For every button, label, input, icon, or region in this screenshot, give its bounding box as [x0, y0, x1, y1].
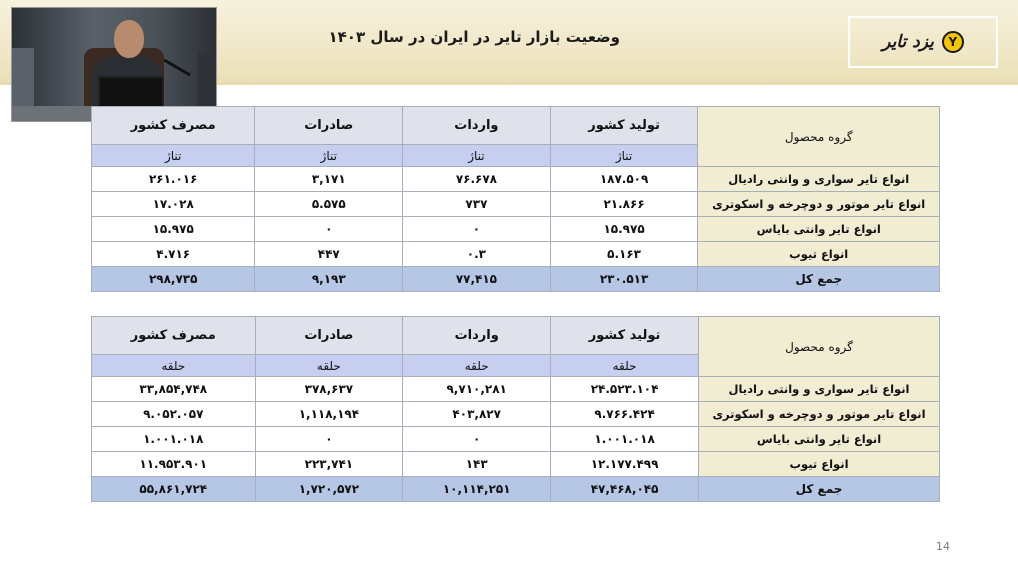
table-cell: ۹.۷۶۶.۴۲۴ — [551, 402, 699, 427]
table-cell: ۲۲۳,۷۴۱ — [255, 452, 403, 477]
tonnage-table — [91, 106, 940, 292]
unit-cell: تناژ — [92, 145, 255, 167]
total-cell: ۲۹۸,۷۳۵ — [92, 267, 255, 292]
table-cell: ۰ — [403, 217, 551, 242]
total-cell: ۲۳۰.۵۱۳ — [550, 267, 698, 292]
table-cell: ۴۴۷ — [255, 242, 403, 267]
col-header-consumption: مصرف کشور — [92, 317, 256, 355]
table-row — [92, 377, 940, 402]
table-cell: ۷۶.۶۷۸ — [403, 167, 551, 192]
table-row — [92, 167, 940, 192]
table-row — [92, 217, 940, 242]
row-label: انواع تایر وانتی بایاس — [699, 427, 940, 452]
unit-cell: تناژ — [255, 145, 403, 167]
total-row — [92, 267, 940, 292]
total-row — [92, 477, 940, 502]
table-cell: ۳۷۸,۶۳۷ — [255, 377, 403, 402]
total-label: جمع کل — [699, 477, 940, 502]
table-cell: ۱۲.۱۷۷.۴۹۹ — [551, 452, 699, 477]
unit-cell: حلقه — [403, 355, 551, 377]
col-header-exports: صادرات — [255, 317, 403, 355]
table-cell: ۳۳,۸۵۴,۷۴۸ — [92, 377, 256, 402]
table-cell: ۰ — [255, 217, 403, 242]
row-label: انواع تایر موتور و دوچرخه و اسکوتری — [699, 402, 940, 427]
table-cell: ۹,۷۱۰,۲۸۱ — [403, 377, 551, 402]
unit-cell: تناژ — [403, 145, 551, 167]
col-header-imports: واردات — [403, 107, 551, 145]
product-group-header: گروه محصول — [698, 107, 940, 167]
logo-mark-icon: Y — [942, 31, 964, 53]
table-cell: ۳,۱۷۱ — [255, 167, 403, 192]
table-row — [92, 192, 940, 217]
row-label: انواع تیوب — [698, 242, 940, 267]
col-header-imports: واردات — [403, 317, 551, 355]
total-cell: ۵۵,۸۶۱,۷۲۴ — [92, 477, 256, 502]
table-cell: ۴۰۳,۸۲۷ — [403, 402, 551, 427]
row-label: انواع تیوب — [699, 452, 940, 477]
row-label: انواع تایر موتور و دوچرخه و اسکوتری — [698, 192, 940, 217]
table-cell: ۱.۰۰۱.۰۱۸ — [551, 427, 699, 452]
slide-title: وضعیت بازار تایر در ایران در سال ۱۴۰۳ — [328, 28, 620, 46]
row-label: انواع تایر وانتی بایاس — [698, 217, 940, 242]
total-label: جمع کل — [698, 267, 940, 292]
unit-count-table — [91, 316, 940, 502]
table-cell: ۵.۱۶۳ — [550, 242, 698, 267]
table-row — [92, 452, 940, 477]
page-number: 14 — [936, 540, 950, 553]
table-cell: ۲۴.۵۲۳.۱۰۴ — [551, 377, 699, 402]
table-cell: ۱۴۳ — [403, 452, 551, 477]
table-cell: ۱۷.۰۲۸ — [92, 192, 255, 217]
table-cell: ۱۵.۹۷۵ — [550, 217, 698, 242]
table-cell: ۵.۵۷۵ — [255, 192, 403, 217]
unit-cell: تناژ — [550, 145, 698, 167]
table-cell: ۰ — [403, 427, 551, 452]
total-cell: ۹,۱۹۳ — [255, 267, 403, 292]
table-cell: ۰.۳ — [403, 242, 551, 267]
table-row — [92, 402, 940, 427]
table-cell: ۴.۷۱۶ — [92, 242, 255, 267]
unit-cell: حلقه — [92, 355, 256, 377]
table-cell: ۲۱.۸۶۶ — [550, 192, 698, 217]
row-label: انواع تایر سواری و وانتی رادیال — [699, 377, 940, 402]
video-call-thumbnail[interactable] — [11, 7, 217, 122]
company-logo — [848, 16, 998, 68]
table-cell: ۲۶۱.۰۱۶ — [92, 167, 255, 192]
total-cell: ۴۷,۴۶۸,۰۴۵ — [551, 477, 699, 502]
table-cell: ۱۵.۹۷۵ — [92, 217, 255, 242]
table-cell: ۱۸۷.۵۰۹ — [550, 167, 698, 192]
table-row — [92, 427, 940, 452]
table-cell: ۰ — [255, 427, 403, 452]
total-cell: ۷۷,۴۱۵ — [403, 267, 551, 292]
total-cell: ۱۰,۱۱۴,۲۵۱ — [403, 477, 551, 502]
product-group-header: گروه محصول — [699, 317, 940, 377]
logo-text: یزد تایر — [882, 32, 934, 52]
col-header-production: تولید کشور — [551, 317, 699, 355]
table-row — [92, 242, 940, 267]
table-cell: ۱۱.۹۵۳.۹۰۱ — [92, 452, 256, 477]
table-cell: ۱.۰۰۱.۰۱۸ — [92, 427, 256, 452]
col-header-consumption: مصرف کشور — [92, 107, 255, 145]
table-cell: ۱,۱۱۸,۱۹۴ — [255, 402, 403, 427]
col-header-production: تولید کشور — [550, 107, 698, 145]
unit-cell: حلقه — [255, 355, 403, 377]
table-cell: ۷۳۷ — [403, 192, 551, 217]
row-label: انواع تایر سواری و وانتی رادیال — [698, 167, 940, 192]
col-header-exports: صادرات — [255, 107, 403, 145]
total-cell: ۱,۷۲۰,۵۷۲ — [255, 477, 403, 502]
unit-cell: حلقه — [551, 355, 699, 377]
table-cell: ۹.۰۵۲.۰۵۷ — [92, 402, 256, 427]
